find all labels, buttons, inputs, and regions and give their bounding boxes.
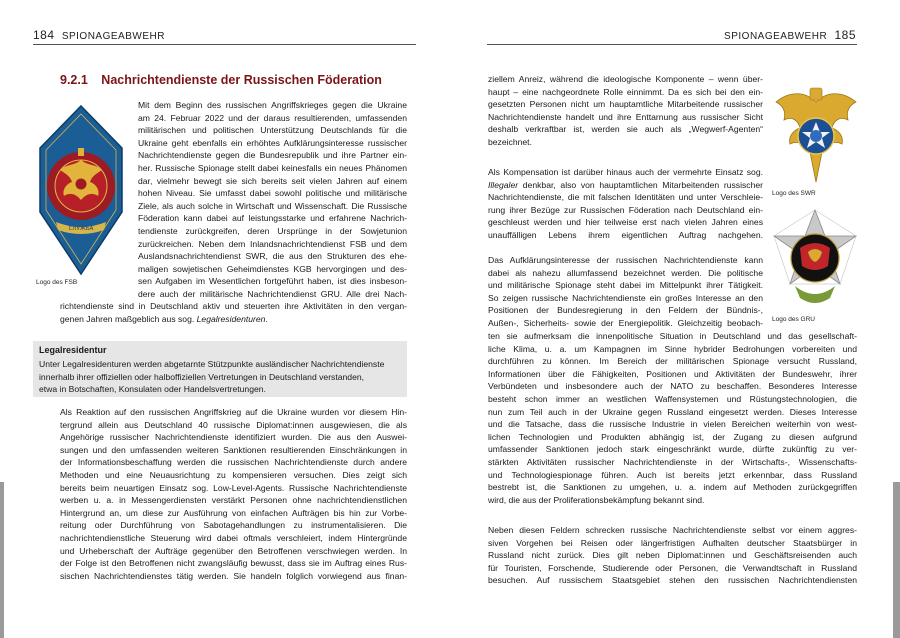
section-heading	[60, 73, 382, 87]
section-title: Nachrichtendienste der Russischen Föderation	[101, 73, 382, 87]
right-edge-bar	[893, 482, 900, 638]
body-line: sischen Nachrichtendienstes tätig werden. Sie handeln folglich vorwiegend aus finan-	[60, 570, 407, 581]
para-line: Nachrichtendienste, die mit falschen Identitäten und unter Verschleie-	[488, 192, 763, 203]
para-line: Positionen der Bundesregierung in den Feldern der Bündnis-,	[488, 305, 763, 316]
para-reisen	[488, 524, 857, 587]
para-line: bezeichnet.	[488, 136, 532, 147]
para-line: gesetzten Personen nicht um hauptamtliche Mitarbeitende russischer	[488, 99, 763, 110]
fsb-logo-caption: Logo des FSB	[36, 279, 78, 286]
body-line: Als Reaktion auf den russischen Angriffskrieg auf die Ukraine wurden vor diesem Hin-	[60, 407, 407, 417]
para-line: umfassender Sanktionen jedoch stark eingeschränkt wurde, dürfte zukünftig zu ver-	[488, 444, 857, 455]
gru-logo-image	[770, 208, 860, 312]
body-line: Methoden und eine Neuausrichtung zu kompensieren versuchen. Dies zeigt sich	[60, 469, 407, 480]
definition-box-title: Legalresidentur	[39, 345, 107, 355]
fsb-logo-lettering: СЛУЖБА	[68, 226, 94, 232]
para-line: haupt – eine nachgeordnete Rolle einnimmt. Da es sich bei den ein-	[488, 86, 763, 97]
section-number: 9.2.1	[60, 73, 88, 87]
definition-line: innerhalb ihrer offiziellen oder halboffiziellen Vertretungen in Deutschland verstanden,	[39, 371, 365, 382]
intro-line: militärischen und politischen Unterstützung Deutschlands für die	[138, 125, 407, 136]
intro-line: tendienste zurückgreifen, deren Ursprünge in der Sowjetunion	[138, 225, 407, 236]
para-line: nun zum Teil auch in der Ukraine gegen Russland eingesetzt werden. Dieses Interesse	[488, 406, 857, 417]
body-paragraph	[60, 406, 407, 582]
para-line: geschleust werden und hier teilweise erst nach vielen Jahren eines	[488, 217, 763, 228]
para-line: Informationen über die Fähigkeiten, Positionen und Aktivitäten der Bundeswehr, ihrer	[488, 368, 857, 379]
para-line: liche Klima, u. a. um Kampagnen im Sinne hybrider Bedrohungen vorbereiten und	[488, 343, 857, 354]
intro-line: dere auch der militärische Nachrichtendienst GRU. Alle drei Nach-	[138, 288, 407, 299]
para-line: Nachrichtendienste handelt und ihre Enttarnung aus russischer Sicht	[488, 111, 763, 122]
body-line: und Urheberschaft der Aufträge gegenüber den Betroffenen verschwiegen werden. In	[60, 545, 407, 556]
intro-line: am 24. Februar 2022 und der daraus resultierenden, umfassenden	[138, 112, 407, 123]
para-line: lichen Technologien und Produkten abhängig ist, der Zugang zu diesen aufgrund	[488, 431, 857, 442]
para-wegwerf	[488, 73, 763, 149]
swr-logo-caption: Logo des SWR	[772, 190, 816, 197]
body-line: tergrund allein aus Deutschland 40 russische Diplomat:innen ausgewiesen, die als	[60, 419, 407, 430]
para-line: ten sie aufmerksam die innenpolitische Situation in Deutschland und das gesellschaft-	[488, 331, 857, 341]
body-line: reitung oder Durchführung von Sabotagehandlungen zu instrumentalisieren. Die	[60, 520, 407, 531]
para-line: Russland nicht zurück. Dies gilt neben Diplomat:innen und Geschäftsreisenden auch	[488, 550, 857, 561]
para-line: bestrebt ist, die Sanktionen zu umgehen, u. a. indem auf Methoden zurückgegriffen	[488, 482, 857, 493]
swr-logo-image	[770, 82, 862, 186]
definition-box-text	[39, 358, 403, 396]
right-page-number: 185	[834, 28, 856, 42]
intro-paragraph-full	[60, 300, 407, 325]
left-page-number: 184	[33, 28, 55, 42]
intro-last-suffix: .	[265, 313, 268, 324]
para-line: Außen-, Sicherheits- sowie der Energiepolitik. Gleichzeitig beobach-	[488, 317, 763, 328]
para-line: siven Vorgehen bei Reisen oder längerfristigen Aufhalten deutscher Staatsbürger in	[488, 537, 857, 548]
body-line: der Folge ist den Betroffenen nicht zwangsläufig bewusst, dass sie im Auftrag eines Rus-	[60, 558, 407, 569]
intro-line: maligen sowjetischen Geheimdienstes KGB hervorgingen und des-	[138, 263, 407, 274]
intro-line: dar, vielmehr bewegt sie sich bereits seit vielen Jahren auf einem	[138, 175, 407, 186]
left-header-rule	[33, 44, 416, 45]
para-line: und die Tatsache, dass die russische Industrie in vielen Bereichen weiterhin von west-	[488, 419, 857, 430]
left-running-head-title: SPIONAGEABWEHR	[61, 31, 165, 42]
body-line: bereits beim neuartigen Einsatz sog. Low-Level-Agents. Russische Nachrichtendienste	[60, 482, 407, 493]
para-line: ziellem Anreiz, während die ideologische Komponente – wenn über-	[488, 74, 763, 84]
fsb-logo-image	[36, 104, 126, 276]
para-line: Als Kompensation ist darüber hinaus auch der vermehrte Einsatz sog.	[488, 167, 763, 177]
para-aufklaerung	[488, 254, 763, 330]
legalresidenturen-term: Legalresidenturen	[196, 313, 266, 324]
para-line: stärkten Aktivitäten russischer Nachrichtendienste in der Wirtschafts-, Wissenschafts-	[488, 456, 857, 467]
gru-logo-caption: Logo des GRU	[772, 316, 815, 323]
para-line: wird, die aus der Proliferationsbekämpfung bekannt sind.	[488, 494, 705, 505]
body-line: Hintergrund an, um diese zur Ausführung von einfachen Aufträgen bis hin zur Vorbe-	[60, 507, 407, 518]
definition-line: Unter Legalresidenturen werden abgetarnte Stützpunkte ausländischer Nachrichtendienste	[39, 359, 385, 369]
body-line: werben u. a. in Messengerdiensten verstärkt Personen ohne nachrichtendienstlichen	[60, 495, 407, 506]
para-line: Das Aufklärungsinteresse der russischen Nachrichtendienste kann	[488, 255, 763, 265]
right-running-head	[724, 28, 856, 42]
para-line: durchführen zu können. Im Bereich der militärischen Spionage versucht Russland,	[488, 356, 857, 367]
left-edge-bar	[0, 482, 4, 638]
para-line: unauffälligen Lebens ihrem eigentlichen Auftrag nachgehen.	[488, 229, 763, 240]
intro-line: zurückreichen. Neben dem Inlandsnachrichtendienst FSB und dem	[138, 238, 407, 249]
intro-line: Mit dem Beginn des russischen Angriffskrieges gegen die Ukraine	[138, 100, 407, 110]
right-header-rule	[487, 44, 857, 45]
illegaler-term: Illegaler	[488, 179, 519, 190]
intro-line: hohen Niveau. Sie umfasst dabei sowohl politische und militärische	[138, 188, 407, 199]
para-line-illegaler	[488, 179, 763, 192]
para-illegale	[488, 166, 763, 242]
body-line: nachrichtendienstliche Steuerung wird dabei oftmals verschleiert, indem Hintergründe	[60, 532, 407, 543]
para-line: besteht schon immer an westlichen Waffensystemen und Rüstungstechnologien, die	[488, 393, 857, 404]
intro-line: sen Aufgaben im Wesentlichen fortgeführt haben, ist dies insbeson-	[138, 276, 407, 287]
para-line: und militärische Spionage steht dabei im Mittelpunkt ihrer Tätigkeit.	[488, 280, 763, 291]
body-line: Angehörige russischer Nachrichtendienste identifiziert wurden. Die aus den Auswei-	[60, 432, 407, 443]
body-line: sungen und den umfassenden weiteren Sanktionen resultierenden Einschränkungen in	[60, 444, 407, 455]
intro-line: richtendienste sind in Deutschland aktiv und steuerten ihre Aktivitäten in den vergan-	[60, 301, 407, 311]
para-line: Verbündeten und insbesondere auch der NATO zu beschaffen. Besonderes Interesse	[488, 381, 857, 392]
para-line: deshalb verkraftbar ist, werden sie auch als „Wegwerf-Agenten“	[488, 124, 763, 135]
left-running-head	[33, 28, 165, 42]
para-line: besuchen. Auf russischem Staatsgebiet stehen den russischen Nachrichtendiensten	[488, 575, 857, 586]
para-line: und Technologiespionage führen. Auch ist bereits jetzt erkennbar, dass Russland	[488, 469, 857, 480]
intro-line: Auslandsnachrichtendienst SWR, die aus den Strukturen des ehe-	[138, 251, 407, 262]
para-line: Neben diesen Feldern schrecken russische Nachrichtendienste selbst vor einem aggres-	[488, 525, 857, 535]
body-line: der Informationsbeschaffung werden die russischen Nachrichtendienste durch andere	[60, 457, 407, 468]
para-line: dabei als nahezu allumfassend bezeichnet werden. Die politische	[488, 267, 763, 278]
intro-line: Ukraine geht ebenfalls ein erhöhtes Aufklärungsinteresse russischer	[138, 137, 407, 148]
right-page	[450, 0, 900, 638]
intro-line: Föderation kann dabei auf leistungsstarke und erfahrene Nachrich-	[138, 213, 407, 224]
para-line: für Touristen, Forschende, Studierende oder Personen, die Verwandtschaft in Russland	[488, 562, 857, 573]
right-running-head-title: SPIONAGEABWEHR	[724, 31, 828, 42]
para-aufklaerung-full	[488, 330, 857, 506]
para-line: rung ihrer Bezüge zur Russischen Föderation nach Deutschland ein-	[488, 204, 763, 215]
definition-line: etwa in Botschaften, Konsulaten oder Handelsvertretungen.	[39, 384, 266, 395]
para-line-rest: denkbar, also von hauptamtlichen Mitarbeitenden russischer	[518, 179, 763, 190]
intro-last-line	[60, 313, 407, 326]
intro-paragraph-wrap	[138, 99, 407, 301]
para-line: So zeigen russische Nachrichtendienste ein großes Interesse an den	[488, 292, 763, 303]
definition-box	[33, 341, 407, 397]
intro-line: her. Russische Spionage stellt dabei keinesfalls ein neues Phänomen	[138, 162, 407, 173]
intro-last-prefix: genen Jahren maßgeblich aus sog.	[60, 313, 197, 324]
intro-line: Nachrichtendienste gegen die Bundesrepublik und ihre Partner ein-	[138, 150, 407, 161]
intro-line: Ziele, als auch solche in Wirtschaft und Wissenschaft. Die Russische	[138, 200, 407, 211]
